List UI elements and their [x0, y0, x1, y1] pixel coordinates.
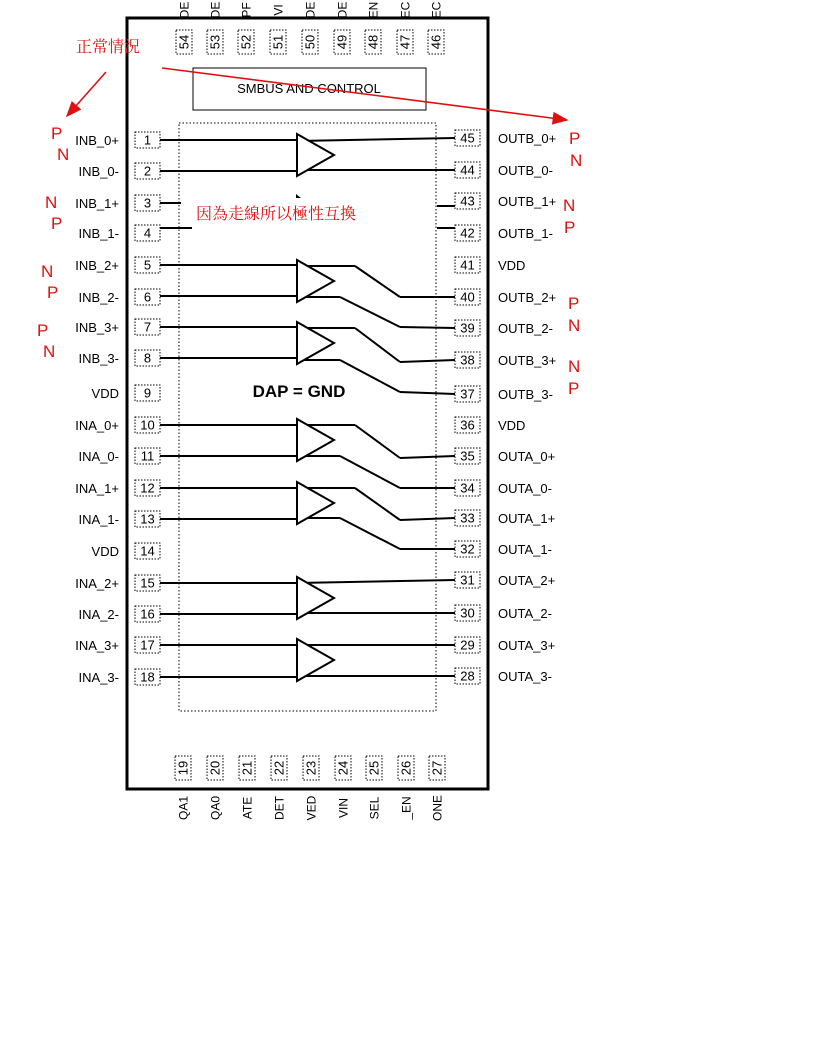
right-pin-label-40: OUTB_2+: [498, 290, 557, 305]
dap-label: DAP = GND: [252, 382, 346, 401]
left-pin-number-13: 13: [140, 511, 155, 527]
polarity-left-3-top: P: [37, 321, 49, 340]
wire-a0-cross-bot: [340, 456, 400, 488]
right-pin-number-38: 38: [460, 352, 475, 368]
wire-a1-cross-bot: [340, 518, 400, 549]
right-pin-number-45: 45: [460, 130, 475, 146]
left-pin-number-14: 14: [140, 543, 155, 559]
right-pin-label-43: OUTB_1+: [498, 194, 557, 209]
polarity-right-1-bottom: P: [564, 218, 576, 237]
polarity-right-2-bottom: N: [568, 316, 581, 335]
right-pin-label-28: OUTA_3-: [498, 669, 552, 684]
left-pin-label-11: INA_0-: [78, 449, 119, 464]
top-pin-number-49: 49: [334, 34, 350, 50]
right-pin-label-41: VDD: [498, 258, 526, 273]
right-pin-number-39: 39: [460, 320, 475, 336]
right-pin-number-42: 42: [460, 225, 475, 241]
annotation-swap: 因為走線所以極性互換: [196, 204, 357, 223]
right-pin-label-35: OUTA_0+: [498, 449, 556, 464]
left-pin-number-7: 7: [143, 319, 152, 335]
top-pin-number-52: 52: [238, 34, 254, 50]
right-pin-number-30: 30: [460, 605, 475, 621]
wire-b2-cross-top: [355, 266, 400, 297]
polarity-left-2-bottom: P: [47, 283, 59, 302]
bottom-pin-number-27: 27: [429, 760, 445, 776]
left-pin-label-17: INA_3+: [75, 638, 119, 653]
wire-outb3n: [400, 392, 455, 394]
polarity-right-2-top: P: [568, 294, 580, 313]
polarity-right-1-top: N: [563, 196, 576, 215]
wire-outb3p: [400, 360, 455, 362]
right-pin-label-36: VDD: [498, 418, 526, 433]
wire-a0-cross-top: [355, 425, 400, 458]
top-pin-label-47: EC: [398, 1, 413, 19]
right-pin-number-32: 32: [460, 541, 475, 557]
right-pin-label-44: OUTB_0-: [498, 163, 553, 178]
annotation-arrow-left: [67, 72, 106, 116]
top-pin-label-54: DE: [177, 1, 192, 19]
right-pin-label-34: OUTA_0-: [498, 481, 552, 496]
bottom-pin-label-26: _EN: [399, 796, 414, 820]
bottom-pin-number-22: 22: [271, 760, 287, 776]
right-pin-number-44: 44: [460, 162, 475, 178]
wire-outa0p: [400, 456, 455, 458]
left-pin-number-1: 1: [143, 132, 152, 148]
top-pin-label-48: EN: [366, 1, 381, 19]
left-pin-number-4: 4: [143, 225, 152, 241]
left-pin-number-12: 12: [140, 480, 155, 496]
left-pin-label-3: INB_1+: [75, 196, 119, 211]
polarity-right-0-top: P: [569, 129, 581, 148]
wire-b3-cross-bot: [340, 360, 400, 392]
bottom-pin-label-19: QA1: [176, 795, 191, 821]
left-pin-number-5: 5: [143, 257, 152, 273]
top-pin-number-46: 46: [428, 34, 444, 50]
top-pin-number-51: 51: [270, 34, 286, 50]
left-pin-label-7: INB_3+: [75, 320, 119, 335]
left-pin-label-2: INB_0-: [78, 164, 119, 179]
polarity-right-0-bottom: N: [570, 151, 583, 170]
right-pin-label-37: OUTB_3-: [498, 387, 553, 402]
right-pin-number-34: 34: [460, 480, 475, 496]
left-pin-label-14: VDD: [91, 544, 119, 559]
bottom-pin-number-24: 24: [335, 760, 351, 776]
top-pin-number-48: 48: [365, 34, 381, 50]
bottom-pin-label-25: SEL: [367, 796, 382, 820]
top-pin-number-54: 54: [176, 34, 192, 50]
left-pin-number-17: 17: [140, 637, 155, 653]
left-pin-number-11: 11: [140, 448, 155, 464]
wire-outa1p: [400, 518, 455, 520]
left-pin-label-10: INA_0+: [75, 418, 119, 433]
right-pin-number-36: 36: [460, 417, 475, 433]
wire-outb2n: [400, 327, 455, 328]
left-pin-label-5: INB_2+: [75, 258, 119, 273]
left-pin-label-9: VDD: [91, 386, 119, 401]
marker-dot: [296, 194, 301, 198]
left-pin-number-16: 16: [140, 606, 155, 622]
left-pin-number-10: 10: [140, 417, 155, 433]
left-pin-number-15: 15: [140, 575, 155, 591]
right-pin-number-33: 33: [460, 510, 475, 526]
pins: [75, 1, 556, 821]
top-pin-label-52: PF: [239, 2, 254, 18]
top-pin-label-46: EC: [429, 1, 444, 19]
top-pin-label-53: DE: [208, 1, 223, 19]
bottom-pin-label-22: DET: [272, 796, 287, 820]
right-pin-label-45: OUTB_0+: [498, 131, 557, 146]
right-pin-label-30: OUTA_2-: [498, 606, 552, 621]
top-pin-number-47: 47: [397, 34, 413, 50]
top-pin-label-49: DE: [335, 1, 350, 19]
right-pin-number-31: 31: [460, 572, 475, 588]
wire-b2-cross-bot: [340, 297, 400, 327]
right-pin-number-29: 29: [460, 637, 475, 653]
left-pin-label-1: INB_0+: [75, 133, 119, 148]
bottom-pin-label-27: ONE: [430, 794, 445, 822]
right-pin-label-32: OUTA_1-: [498, 542, 552, 557]
annotation-normal: 正常情況: [76, 37, 141, 56]
left-pin-label-12: INA_1+: [75, 481, 119, 496]
left-pin-label-16: INA_2-: [78, 607, 119, 622]
right-pin-number-43: 43: [460, 193, 475, 209]
bottom-pin-number-19: 19: [175, 760, 191, 776]
polarity-left-0-top: P: [51, 124, 63, 143]
left-pin-number-9: 9: [143, 385, 152, 401]
polarity-left-1-top: N: [45, 193, 58, 212]
left-pin-label-15: INA_2+: [75, 576, 119, 591]
right-pin-number-41: 41: [460, 257, 475, 273]
bottom-pin-number-25: 25: [366, 760, 382, 776]
top-pin-number-53: 53: [207, 34, 223, 50]
smbus-label: SMBUS AND CONTROL: [237, 81, 381, 96]
right-pin-number-28: 28: [460, 668, 475, 684]
left-pin-number-18: 18: [140, 669, 155, 685]
left-pin-label-6: INB_2-: [78, 290, 119, 305]
left-pin-label-8: INB_3-: [78, 351, 119, 366]
right-pin-label-31: OUTA_2+: [498, 573, 556, 588]
top-pin-number-50: 50: [302, 34, 318, 50]
wire-a1-cross-top: [355, 488, 400, 520]
wire-outb0p: [297, 138, 455, 141]
right-pin-number-37: 37: [460, 386, 475, 402]
right-pin-number-35: 35: [460, 448, 475, 464]
polarity-left-0-bottom: N: [57, 145, 70, 164]
polarity-left-1-bottom: P: [51, 214, 63, 233]
left-pin-label-4: INB_1-: [78, 226, 119, 241]
left-pin-label-13: INA_1-: [78, 512, 119, 527]
bottom-pin-label-24: VIN: [336, 797, 351, 819]
left-pin-number-8: 8: [143, 350, 152, 366]
left-pin-label-18: INA_3-: [78, 670, 119, 685]
right-pin-label-33: OUTA_1+: [498, 511, 556, 526]
right-pin-label-42: OUTB_1-: [498, 226, 553, 241]
right-pin-label-39: OUTB_2-: [498, 321, 553, 336]
polarity-left-2-top: N: [41, 262, 54, 281]
bottom-pin-number-26: 26: [398, 760, 414, 776]
polarity-left-3-bottom: N: [43, 342, 56, 361]
left-pin-number-3: 3: [143, 195, 152, 211]
right-pin-label-38: OUTB_3+: [498, 353, 557, 368]
polarity-right-3-top: N: [568, 357, 581, 376]
top-pin-label-51: VI: [271, 4, 286, 16]
bottom-pin-number-21: 21: [239, 760, 255, 776]
bottom-pin-number-23: 23: [303, 760, 319, 776]
polarity-right-3-bottom: P: [568, 379, 580, 398]
left-pin-number-6: 6: [143, 289, 152, 305]
wire-b3-cross-top: [355, 328, 400, 362]
bottom-pin-label-21: ATE: [240, 796, 255, 820]
top-pin-label-50: DE: [303, 1, 318, 19]
wire-outa2p: [297, 580, 455, 583]
bottom-pin-label-23: VED: [304, 795, 319, 821]
left-pin-number-2: 2: [143, 163, 152, 179]
bottom-pin-number-20: 20: [207, 760, 223, 776]
right-pin-label-29: OUTA_3+: [498, 638, 556, 653]
right-pin-number-40: 40: [460, 289, 475, 305]
bottom-pin-label-20: QA0: [208, 795, 223, 821]
